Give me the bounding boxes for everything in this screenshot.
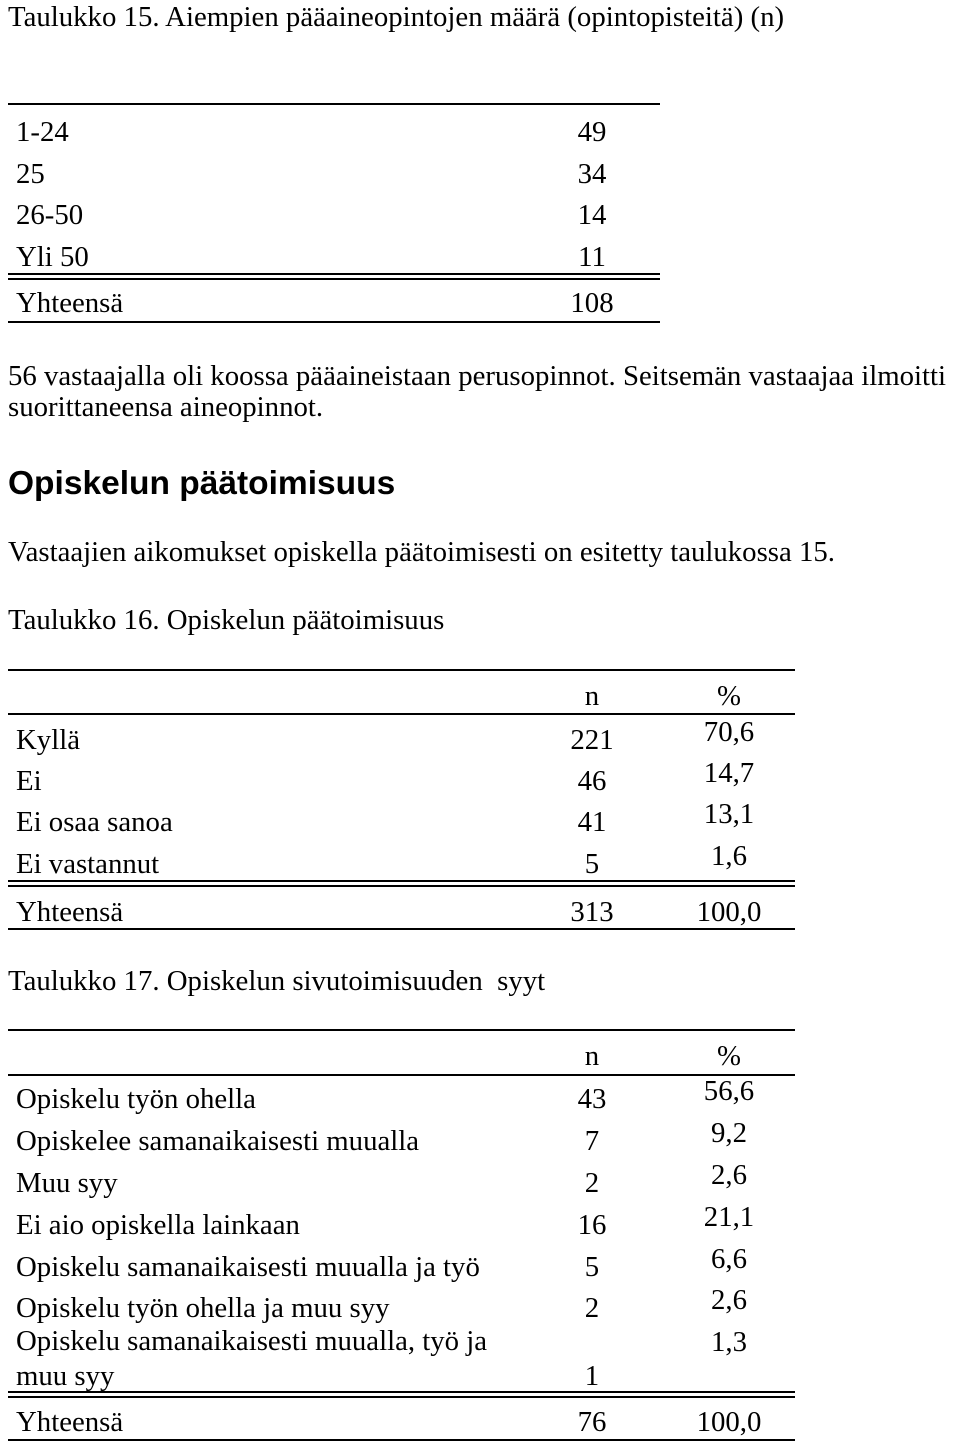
table-total-row (0, 286, 960, 320)
table-bottom-rule (8, 928, 795, 930)
row-count: 5 (584, 1251, 600, 1283)
table-top-rule (8, 103, 660, 105)
row-count: 1 (584, 1360, 600, 1392)
header-percent: % (717, 680, 741, 712)
row-label: Opiskelu työn ohella (16, 1083, 256, 1115)
header-n: n (584, 680, 600, 712)
table-header-row (0, 1039, 960, 1073)
row-percent: 2,6 (711, 1284, 747, 1316)
table-row (0, 1159, 960, 1200)
total-count: 108 (570, 287, 614, 319)
row-count: 41 (577, 806, 607, 838)
row-count: 221 (570, 724, 614, 756)
row-label-line: muu syy (16, 1360, 115, 1392)
table-row (0, 240, 960, 274)
table-row (0, 1284, 960, 1325)
row-label: Yli 50 (16, 241, 89, 273)
table-caption: Taulukko 15. Aiempien pääaineopintojen määrä (opintopisteitä) (n) (8, 1, 785, 33)
row-count: 2 (584, 1167, 600, 1199)
row-count: 49 (577, 116, 607, 148)
row-count: 5 (584, 848, 600, 880)
table-bottom-rule (8, 321, 660, 323)
total-percent: 100,0 (696, 1406, 762, 1438)
table-row (0, 1201, 960, 1242)
table-caption: Taulukko 16. Opiskelun päätoimisuus (8, 604, 445, 636)
table-row (0, 1075, 960, 1116)
body-paragraph-line: 56 vastaajalla oli koossa pääaineistaan perusopinnot. Seitsemän vastaajaa ilmoitti (8, 360, 947, 392)
table-row (0, 798, 960, 839)
row-count: 14 (577, 199, 607, 231)
table-row (0, 1243, 960, 1284)
table-total-row (0, 895, 960, 929)
body-paragraph-line: suorittaneensa aineopinnot. (8, 391, 324, 423)
total-label: Yhteensä (16, 1406, 124, 1438)
row-count: 43 (577, 1083, 607, 1115)
section-heading: Opiskelun päätoimisuus (8, 465, 396, 502)
header-n: n (584, 1040, 600, 1072)
row-label: 26-50 (16, 199, 84, 231)
row-percent: 56,6 (703, 1075, 755, 1107)
row-percent: 1,3 (711, 1326, 747, 1358)
row-label: Ei aio opiskella lainkaan (16, 1209, 300, 1241)
row-label: Ei osaa sanoa (16, 806, 173, 838)
table-header-row (0, 679, 960, 713)
row-label: Ei vastannut (16, 848, 160, 880)
table-row (0, 115, 960, 149)
row-count: 46 (577, 765, 607, 797)
table-caption: Taulukko 17. Opiskelun sivutoimisuuden syyt (8, 965, 546, 997)
table-bottom-rule (8, 1439, 795, 1441)
row-count: 11 (578, 241, 606, 273)
row-count: 7 (584, 1125, 600, 1157)
row-label: Opiskelee samanaikaisesti muualla (16, 1125, 420, 1157)
table-total-double-rule (8, 1391, 795, 1398)
total-count: 76 (577, 1406, 607, 1438)
table-row (0, 198, 960, 232)
table-top-rule (8, 1029, 795, 1031)
row-percent: 70,6 (703, 716, 755, 748)
row-count: 34 (577, 158, 607, 190)
row-percent: 6,6 (711, 1243, 747, 1275)
row-label: 1-24 (16, 116, 69, 148)
table-row (0, 716, 960, 757)
row-percent: 21,1 (703, 1201, 755, 1233)
table-total-row (0, 1405, 960, 1439)
row-percent: 9,2 (711, 1117, 747, 1149)
table-row (0, 757, 960, 798)
table-row (0, 157, 960, 191)
table-row (0, 840, 960, 881)
row-label: 25 (16, 158, 45, 190)
total-label: Yhteensä (16, 287, 124, 319)
total-percent: 100,0 (696, 896, 762, 928)
row-count: 2 (584, 1292, 600, 1324)
total-count: 313 (570, 896, 614, 928)
row-count: 16 (577, 1209, 607, 1241)
row-label: Opiskelu työn ohella ja muu syy (16, 1292, 390, 1324)
body-paragraph: Vastaajien aikomukset opiskella päätoimisesti on esitetty taulukossa 15. (8, 536, 835, 568)
row-percent: 1,6 (711, 840, 747, 872)
table-header-rule (8, 713, 795, 715)
row-label: Opiskelu samanaikaisesti muualla ja työ (16, 1251, 480, 1283)
table-total-double-rule (8, 273, 660, 280)
table-header-rule (8, 1074, 795, 1076)
row-percent: 13,1 (703, 798, 755, 830)
row-label: Muu syy (16, 1167, 118, 1199)
row-label: Ei (16, 765, 42, 797)
header-percent: % (717, 1040, 741, 1072)
table-row (0, 1117, 960, 1158)
row-label-line: Opiskelu samanaikaisesti muualla, työ ja (16, 1325, 488, 1357)
table-top-rule (8, 669, 795, 671)
row-percent: 2,6 (711, 1159, 747, 1191)
table-total-double-rule (8, 880, 795, 887)
row-percent: 14,7 (703, 757, 755, 789)
table-row (0, 1324, 960, 1393)
total-label: Yhteensä (16, 896, 124, 928)
row-label: Kyllä (16, 724, 80, 756)
